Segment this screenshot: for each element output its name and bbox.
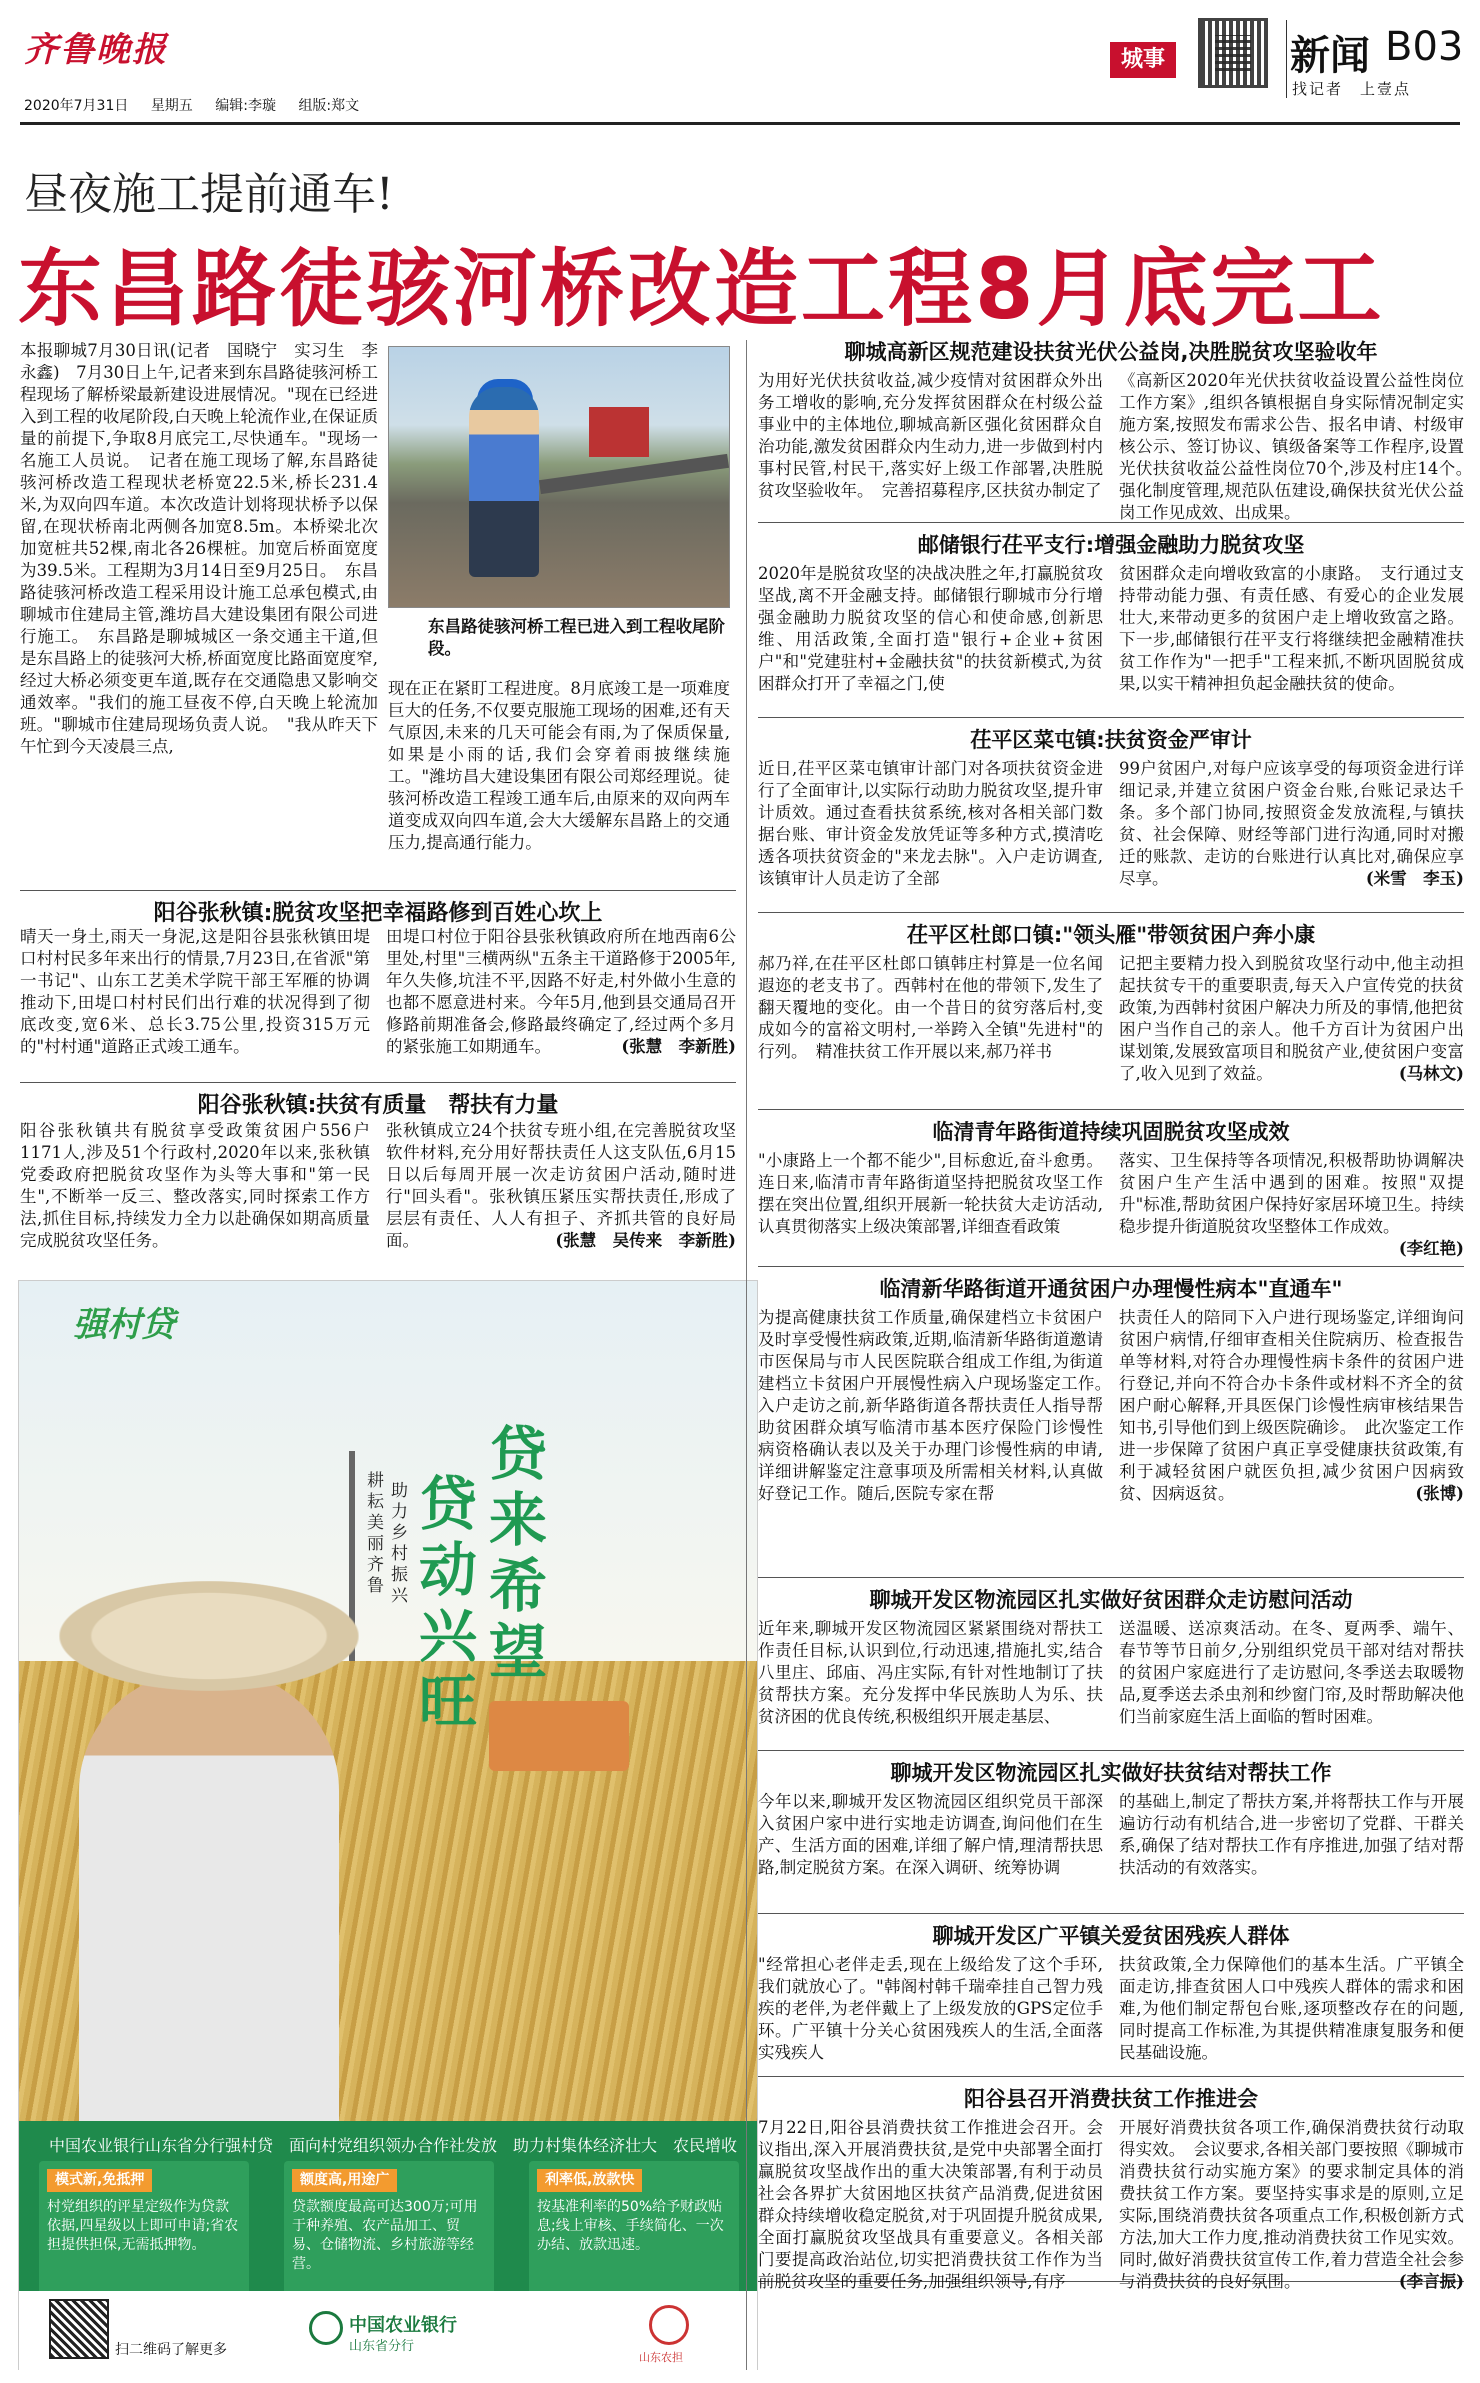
divider <box>758 1266 1464 1267</box>
qr-code-icon <box>1198 18 1268 88</box>
article <box>758 724 1464 913</box>
ad-slogan: 贷动兴旺 <box>419 1470 478 1736</box>
article-body: 开展好消费扶贫各项工作,确保消费扶贫行动取得实效。 会议要求,各相关部门要按照《聊城市消费扶贫行动实施方案》的要求制定具体的消费扶贫工作方案。要坚持实事求是的原则,立足实际,围绕消费扶贫各项重点工作,积极创新方式方法,加大工作力度,推动消费扶贫工作见实效。同时,做好消费扶贫宣传工作,着力营造全社会参与消费扶贫的良好氛围。 (李言振) <box>1119 2118 1464 2291</box>
divider <box>1286 20 1287 98</box>
product-logo: 强村贷 <box>73 1305 175 1345</box>
lead-column-2: 现在正在紧盯工程进度。8月底竣工是一项难度巨大的任务,不仅要克服施工现场的困难,还有天气原因,未来的几天可能会有雨,为了保质保量,如果是小雨的话,我们会穿着雨披继续施工。"潍坊昌大建设集团有限公司郑经理说。徒骇河桥改造工程竣工通车后,由原来的双向两车道变成双向四车道,会大大缓解东昌路上的交通压力,提高通行能力。 <box>388 679 730 852</box>
article-body: "小康路上一个都不能少",目标愈近,奋斗愈勇。连日来,临清市青年路街道坚持把脱贫攻坚工作摆在突出位置,组织开展新一轮扶贫大走访活动,认真贯彻落实上级决策部署,详细查看政策 <box>758 1151 1103 1236</box>
article-body: 为提高健康扶贫工作质量,确保建档立卡贫困户及时享受慢性病政策,近期,临清新华路街道邀请市医保局与市人民医院联合组成工作组,为街道建档立卡贫困户开展慢性病入户现场鉴定工作。 入户走访之前,新华路街道各帮扶责任人指导帮助贫困群众填写临清市基本医疗保险门诊慢性病资格确认表以及关于办理门诊慢性病的申请,详细讲解鉴定注意事项及所需相关材料,认真做好登记工作。随后,医院专家在帮 <box>758 1308 1120 1503</box>
article-body: 的基础上,制定了帮扶方案,并将帮扶工作与开展遍访行动有机结合,进一步密切了党群、干群关系,确保了结对帮扶工作有序推进,加强了结对帮扶活动的有效落实。 <box>1119 1792 1464 1877</box>
divider <box>758 1750 1464 1751</box>
article-title: 聊城开发区广平镇关爱贫困残疾人群体 <box>932 1924 1290 1948</box>
issue-date: 2020年7月31日 <box>24 98 129 114</box>
ad-subslogan: 耕耘美丽齐鲁 <box>367 1471 384 1596</box>
ad-feature-box: 利率低,放款快 按基准利率的50%给予财政贴息;线上审核、手续简化、一次办结、放款迅速。 <box>529 2161 739 2301</box>
straw-hat-icon <box>59 1581 359 1691</box>
ad-slogan: 贷来希望 <box>489 1420 548 1686</box>
divider <box>20 122 1460 125</box>
lead-kicker: 昼夜施工提前通车! <box>24 169 394 220</box>
article <box>758 529 1464 718</box>
farmer-figure <box>79 1671 339 2141</box>
article <box>758 1920 1464 2077</box>
bank-name: 中国农业银行 <box>349 2315 457 2336</box>
article-body: 扶责任人的陪同下入户进行现场鉴定,详细询问贫困户病情,仔细审查相关住院病历、检查报告单等材料,对符合办理慢性病卡条件的贫困户进行登记,并向不符合办卡条件或材料不齐全的贫困户耐心解释,开具医保门诊慢性病审核结果告知书,引导他们到上级医院确诊。 此次鉴定工作进一步保障了贫困户真正享受健康扶贫政策,有利于减轻贫困户就医负担,减少贫困户因病致贫、因病返贫。 (张博) <box>1119 1308 1464 1503</box>
divider <box>758 717 1464 718</box>
article <box>758 336 1480 523</box>
ad-subslogan: 助力乡村振兴 <box>391 1481 408 1606</box>
issue-weekday: 星期五 <box>150 98 193 114</box>
article-body: 送温暖、送凉爽活动。在冬、夏两季、端午、春节等节日前夕,分别组织党员干部对结对帮扶的贫困户家庭进行了走访慰问,冬季送去取暖物品,夏季送去杀虫剂和纱窗门帘,及时帮助解决他们当前家庭生活上面临的暂时困难。 <box>1119 1619 1464 1726</box>
article-signature: (张慧 吴传来 李新胜) <box>555 1231 736 1250</box>
article-title: 茌平区杜郎口镇:"领头雁"带领贫困户奔小康 <box>906 923 1316 947</box>
article-body: "经常担心老伴走丢,现在上级给发了这个手环,我们就放心了。"韩阁村韩千瑞牵挂自己智力残疾的老伴,为老伴戴上了上级发放的GPS定位手环。广平镇十分关心贫困残疾人的生活,全面落实残疾人 <box>758 1955 1103 2062</box>
bank-advertisement <box>18 1280 758 2370</box>
bank-branch: 山东省分行 <box>349 2339 415 2354</box>
article-title: 茌平区菜屯镇:扶贫资金严审计 <box>970 728 1252 752</box>
divider <box>758 2076 1464 2077</box>
divider <box>758 912 1464 913</box>
article <box>758 1584 1464 1751</box>
bank-logo-icon <box>309 2311 343 2345</box>
article-signature: (张博) <box>1415 1484 1464 1503</box>
article-signature: (米雪 李玉) <box>1365 869 1464 888</box>
article <box>758 2083 1464 2291</box>
reporter-line: 找记者 上壹点 <box>1292 80 1412 98</box>
qr-caption: 扫二维码了解更多 <box>115 2342 227 2358</box>
designer: 组版:郑文 <box>298 98 360 114</box>
article-body: 张秋镇成立24个扶贫专班小组,在完善脱贫攻坚软件材料,充分用好帮扶责任人这支队伍,6月15日以后每周开展一次走访贫困户活动,随时进行"回头看"。张秋镇压紧压实帮扶责任,形成了层层有责任、人人有担子、齐抓共管的良好局面。 (张慧 吴传来 李新胜) <box>386 1121 736 1250</box>
ad-feature-box: 模式新,免抵押 村党组织的评星定级作为贷款依据,四星级以上即可申请;省农担提供担保,无需抵押物。 <box>39 2161 249 2301</box>
harvester-icon <box>489 1701 629 1771</box>
right-column <box>758 336 1480 2376</box>
article-signature: (李言振) <box>1398 2272 1464 2291</box>
article-body: 落实、卫生保持等各项情况,积极帮助协调解决贫困户生产生活中遇到的困难。按照"双提升"标准,帮助贫困户保持好家居环境卫生。持续稳步提升街道脱贫攻坚整体工作成效。 (李红艳) <box>1119 1151 1464 1258</box>
article-title: 阳谷县召开消费扶贫工作推进会 <box>964 2087 1258 2111</box>
article <box>758 919 1464 1110</box>
partner-logo-icon <box>649 2305 689 2345</box>
newspaper-logo: 齐鲁晚报 <box>24 30 168 70</box>
article-signature: (张慧 李新胜) <box>621 1037 736 1056</box>
article-body: 《高新区2020年光伏扶贫收益设置公益性岗位工作方案》,组织各镇根据自身实际情况制定实施方案,按照发布需求公告、报名申请、村级审核公示、签订协议、镇级备案等工作程序,设置光伏扶贫收益公益性岗位70个,涉及村庄14个。 强化制度管理,规范队伍建设,确保扶贫光伏公益岗工作见成效、出成果。 <box>1119 371 1480 522</box>
article-body: 为用好光伏扶贫收益,减少疫情对贫困群众外出务工增收的影响,充分发挥贫困群众在村级公益事业中的主体地位,聊城高新区强化贫困群众自治功能,激发贫困群众内生动力,进一步做到村内事村民管,村民干,落实好上级工作部署,决胜脱贫攻坚验收年。 完善招募程序,区扶贫办制定了 <box>758 371 1103 500</box>
divider <box>758 522 1464 523</box>
article-body: 田堤口村位于阳谷县张秋镇政府所在地西南6公里处,村里"三横两纵"五条主干道路修于2005年,年久失修,坑洼不平,因路不好走,村外做小生意的也都不愿意进村来。今年5月,他到县交通局召开修路前期准备会,修路最终确定了,经过两个多月的紧张施工如期通车。 (张慧 李新胜) <box>386 927 736 1056</box>
photo-caption: 东昌路徒骇河桥工程已进入到工程收尾阶段。 <box>428 617 725 658</box>
article-body: 今年以来,聊城开发区物流园区组织党员干部深入贫困户家中进行实地走访调查,询问他们在生产、生活方面的困难,详细了解户情,理清帮扶思路,制定脱贫方案。在深入调研、统筹协调 <box>758 1792 1103 1877</box>
article-title: 聊城高新区规范建设扶贫光伏公益岗,决胜脱贫攻坚验收年 <box>844 340 1378 364</box>
article-body: 郝乃祥,在茌平区杜郎口镇韩庄村算是一位名闻遐迩的老支书了。西韩村在他的带领下,发生了翻天覆地的变化。由一个昔日的贫穷落后村,变成如今的富裕文明村,一举跨入全镇"先进村"的行列。 精准扶贫工作开展以来,郝乃祥书 <box>758 954 1103 1061</box>
article-body: 近日,茌平区菜屯镇审计部门对各项扶贫资金进行了全面审计,以实际行动助力脱贫攻坚,提升审计质效。通过查看扶贫系统,核对各相关部门数据台账、审计资金发放凭证等多种方式,摸清吃透各项扶贫资金的"来龙去脉"。入户走访调查,该镇审计人员走访了全部 <box>758 759 1103 888</box>
ad-band-text: 中国农业银行山东省分行强村贷 面向村党组织领办合作社发放 助力村集体经济壮大 农民增收 <box>49 2136 738 2155</box>
ad-feature-box: 额度高,用途广 贷款额度最高可达300万;可用于种养殖、农产品加工、贸易、仓储物流、乡村旅游等经营。 <box>284 2161 494 2301</box>
qr-code-icon <box>49 2299 109 2359</box>
divider <box>758 1913 1464 1914</box>
article <box>758 1273 1464 1578</box>
article-title: 聊城开发区物流园区扎实做好贫困群众走访慰问活动 <box>869 1588 1353 1612</box>
article-body: 扶贫政策,全力保障他们的基本生活。广平镇全面走访,排查贫困人口中残疾人群体的需求和困难,为他们制定帮包台账,逐项整改存在的问题,同时提高工作标准,为其提供精准康复服务和便民基础设施。 <box>1119 1955 1464 2062</box>
article-signature: (马林文) <box>1398 1064 1464 1083</box>
article-body: 阳谷张秋镇共有脱贫享受政策贫困户556户1171人,涉及51个行政村,2020年以来,张秋镇党委政府把脱贫攻坚作为头等大事和"第一民生",不断举一反三、整改落实,同时探索工作方法,抓住目标,持续发力全力以赴确保如期高质量完成脱贫攻坚任务。 <box>20 1121 370 1250</box>
article-title: 阳谷张秋镇:脱贫攻坚把幸福路修到百姓心坎上 <box>153 901 603 926</box>
article-body: 2020年是脱贫攻坚的决战决胜之年,打赢脱贫攻坚战,离不开金融支持。邮储银行聊城市分行增强金融助力脱贫攻坚的信心和使命感,创新思维、用活政策,全面打造"银行+企业+贫困户"和"党建驻村+金融扶贫"的扶贫新模式,为贫困群众打开了幸福之门,使 <box>758 564 1103 693</box>
article-body: 记把主要精力投入到脱贫攻坚行动中,他主动担起扶贫专干的重要职责,每天入户宣传党的扶贫政策,为西韩村贫困户解决力所及的事情,他把贫困户当作自己的亲人。他千方百计为贫困户出谋划策,发展致富项目和脱贫产业,使贫困户变富了,收入见到了效益。 (马林文) <box>1119 954 1464 1083</box>
article-title: 临清新华路街道开通贫困户办理慢性病本"直通车" <box>879 1277 1343 1301</box>
divider <box>758 1109 1464 1110</box>
article-body: 晴天一身土,雨天一身泥,这是阳谷县张秋镇田堤口村村民多年来出行的情景,7月23日,在省派"第一书记"、山东工艺美术学院干部王军雁的协调推动下,田堤口村村民们出行难的状况得到了彻底改变,宽6米、总长3.75公里,投资315万元的"村村通"道路正式竣工通车。 <box>20 927 370 1056</box>
editor: 编辑:李璇 <box>215 98 276 114</box>
issue-meta <box>24 95 377 115</box>
article-title: 聊城开发区物流园区扎实做好扶贫结对帮扶工作 <box>890 1761 1332 1785</box>
article-title: 阳谷张秋镇:扶贫有质量 帮扶有力量 <box>197 1093 559 1118</box>
article-signature: (李红艳) <box>1398 1239 1464 1258</box>
article-title: 临清青年路街道持续巩固脱贫攻坚成效 <box>932 1120 1290 1144</box>
article <box>758 1757 1464 1914</box>
article-body: 贫困群众走向增收致富的小康路。 支行通过支持带动能力强、有责任感、有爱心的企业发展壮大,来带动更多的贫困户走上增收致富之路。下一步,邮储银行茌平支行将继续把金融精准扶贫工作作为"一把手"工程来抓,不断巩固脱贫成果,以实干精神担负起金融扶贫的使命。 <box>1119 564 1464 693</box>
partner-name: 山东农担 <box>639 2351 683 2364</box>
lead-column-1: 本报聊城7月30日讯(记者 国晓宁 实习生 李永鑫) 7月30日上午,记者来到东昌路徒骇河桥工程现场了解桥梁最新建设进展情况。"现在已经进入到工程的收尾阶段,白天晚上轮流作业,在保证质量的前提下,争取8月底完工,尽快通车。"现场一名施工人员说。 记者在施工现场了解,东昌路徒骇河桥改造工程现状老桥宽22.5米,桥长231.4米,为双向四车道。本次改造计划将现状桥予以保留,在现状桥南北两侧各加宽8.5m。本桥梁北次加宽桩共52棵,南北各26棵桩。加宽后桥面宽度为39.5米。工程期为3月14日至9月25日。 东昌路徒骇河桥改造工程采用设计施工总承包模式,由聊城市住建局主管,潍坊昌大建设集团有限公司进行施工。 东昌路是聊城城区一条交通主干道,但是东昌路上的徒骇河大桥,桥面宽度比路面宽度窄,经过大桥必须变更车道,既存在交通隐患又影响交通效率。"我们的施工昼夜不停,白天晚上轮流加班。"聊城市住建局现场负责人说。 "我从昨天下午忙到今天凌晨三点, <box>20 341 378 756</box>
lead-photo <box>388 346 730 608</box>
divider <box>758 1577 1464 1578</box>
article-title: 邮储银行茌平支行:增强金融助力脱贫攻坚 <box>917 533 1305 557</box>
section-tag: 城事 <box>1110 42 1176 78</box>
section-title: 新闻 <box>1290 33 1370 79</box>
article-body: 7月22日,阳谷县消费扶贫工作推进会召开。会议指出,深入开展消费扶贫,是党中央部署全面打赢脱贫攻坚战作出的重大决策部署,有利于动员社会各界扩大贫困地区扶贫产品消费,促进贫困群众持续增收稳定脱贫,对于巩固提升脱贫成果,全面打赢脱贫攻坚战具有重要意义。各相关部门要提高政治站位,切实把消费扶贫工作作为当前脱贫攻坚的重要任务,加强组织领导,有序 <box>758 2118 1103 2291</box>
article-body: 近年来,聊城开发区物流园区紧紧围绕对帮扶工作责任目标,认识到位,行动迅速,措施扎实,结合八里庄、邱庙、冯庄实际,有针对性地制订了扶贫帮扶方案。充分发挥中华民族助人为乐、扶贫济困的优良传统,积极组织开展走基层、 <box>758 1619 1103 1726</box>
article-body: 99户贫困户,对每户应该享受的每项资金进行详细记录,并建立贫困户资金台账,台账记录达千条。多个部门协同,按照资金发放流程,与镇扶贫、社会保障、财经等部门进行沟通,同时对搬迁的账款、走访的台账进行认真比对,确保应享尽享。 (米雪 李玉) <box>1119 759 1464 888</box>
article <box>758 1116 1464 1267</box>
lead-headline: 东昌路徒骇河桥改造工程8月底完工 <box>18 240 1385 338</box>
page-number: B03 <box>1385 24 1464 70</box>
